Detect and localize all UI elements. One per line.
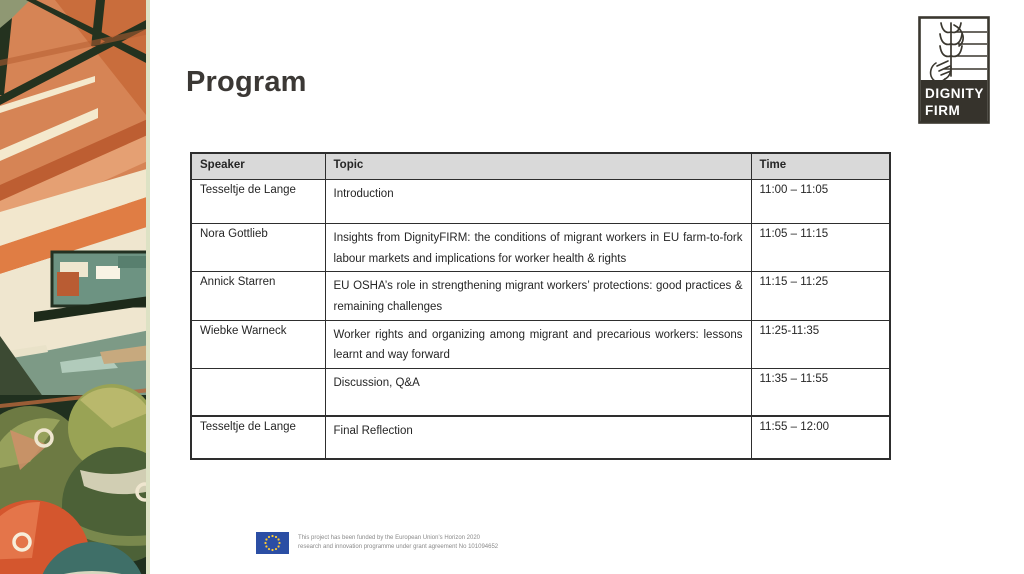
time-cell: 11:35 – 11:55 — [751, 369, 890, 416]
speaker-cell: Wiebke Warneck — [191, 320, 325, 368]
table-row — [191, 416, 890, 459]
time-cell: 11:15 – 11:25 — [751, 272, 890, 320]
funding-line-2: research and innovation programme under grant agreement No 101094652 — [298, 544, 499, 550]
topic-cell: Discussion, Q&A — [325, 369, 751, 416]
time-cell: 11:05 – 11:15 — [751, 224, 890, 272]
topic-cell: Worker rights and organizing among migrant and precarious workers: lessons learnt and way forward — [325, 320, 751, 368]
dignity-firm-logo — [918, 16, 990, 124]
table-header-row — [191, 153, 890, 180]
table-row — [191, 272, 890, 320]
funding-line-1: This project has been funded by the European Union’s Horizon 2020 — [298, 535, 481, 541]
speaker-cell: Nora Gottlieb — [191, 224, 325, 272]
table-row — [191, 180, 890, 224]
farm-artwork-image — [0, 0, 150, 574]
table-row — [191, 224, 890, 272]
speaker-cell — [191, 369, 325, 416]
speaker-cell: Tesseltje de Lange — [191, 180, 325, 224]
time-cell: 11:00 – 11:05 — [751, 180, 890, 224]
speaker-cell: Annick Starren — [191, 272, 325, 320]
speaker-cell: Tesseltje de Lange — [191, 416, 325, 459]
topic-cell: EU OSHA’s role in strengthening migrant workers’ protections: good practices & remaining challenges — [325, 272, 751, 320]
topic-cell: Introduction — [325, 180, 751, 224]
column-header-topic: Topic — [325, 153, 751, 180]
funding-statement — [298, 534, 498, 552]
time-cell: 11:25-11:35 — [751, 320, 890, 368]
program-table — [190, 152, 891, 460]
topic-cell: Final Reflection — [325, 416, 751, 459]
logo-word-dignity: DIGNITY — [925, 86, 984, 101]
eu-flag-icon — [256, 532, 289, 554]
column-header-speaker: Speaker — [191, 153, 325, 180]
column-header-time: Time — [751, 153, 890, 180]
page-title: Program — [186, 66, 307, 98]
logo-word-firm: FIRM — [925, 103, 961, 118]
wheat-hand-icon — [918, 16, 990, 124]
program-table-container — [190, 152, 891, 460]
table-row — [191, 369, 890, 416]
time-cell: 11:55 – 12:00 — [751, 416, 890, 459]
eu-funding-footer — [256, 532, 498, 554]
table-row — [191, 320, 890, 368]
topic-cell: Insights from DignityFIRM: the conditions of migrant workers in EU farm-to-fork labour markets and implications for worker health & rights — [325, 224, 751, 272]
decorative-illustration — [0, 0, 150, 574]
